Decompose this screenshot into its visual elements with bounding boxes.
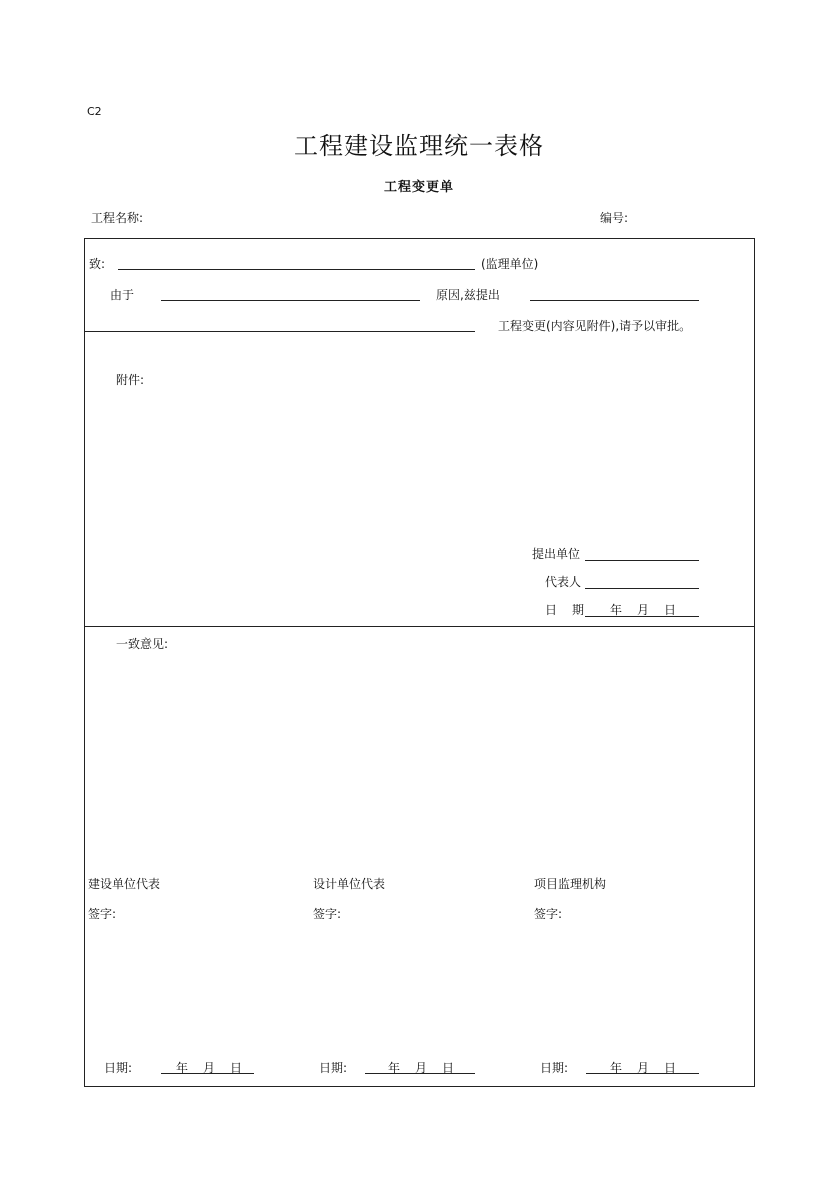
number-label: 编号: (600, 211, 629, 225)
designer-rep-date-label: 日期: (319, 1061, 348, 1075)
change-line-1[interactable] (530, 300, 699, 301)
supervisor-date-month: 月 (637, 1061, 650, 1075)
supervisor-date-year: 年 (610, 1061, 623, 1075)
reason-line[interactable] (161, 300, 420, 301)
supervisor-date-label: 日期: (540, 1061, 569, 1075)
submitting-unit-label: 提出单位 (532, 547, 581, 561)
representative-label: 代表人 (545, 575, 582, 589)
submitting-unit-line[interactable] (585, 560, 699, 561)
request-date-day: 日 (664, 603, 677, 617)
owner-rep-date-label: 日期: (104, 1061, 133, 1075)
form-code: C2 (87, 105, 102, 118)
form-subtitle: 工程变更单 (383, 180, 454, 195)
designer-rep-sign-label: 签字: (313, 907, 342, 921)
due-to-label: 由于 (110, 288, 135, 302)
change-request-text: 工程变更(内容见附件),请予以审批。 (498, 319, 692, 333)
supervisor-sign-label: 签字: (534, 907, 563, 921)
page-title: 工程建设监理统一表格 (294, 132, 544, 160)
owner-rep-sign-label: 签字: (88, 907, 117, 921)
representative-line[interactable] (585, 588, 699, 589)
supervisor-title: 项目监理机构 (534, 877, 607, 891)
owner-rep-title: 建设单位代表 (88, 877, 161, 891)
request-date-month: 月 (637, 603, 650, 617)
to-unit-line[interactable] (118, 269, 475, 270)
supervisor-date-day: 日 (664, 1061, 677, 1075)
request-date-year: 年 (610, 603, 623, 617)
designer-rep-date-day: 日 (442, 1061, 455, 1075)
form-frame (84, 238, 755, 1087)
project-name-label: 工程名称: (91, 211, 144, 225)
designer-rep-date-year: 年 (388, 1061, 401, 1075)
to-unit-suffix: (监理单位) (481, 257, 539, 271)
designer-rep-date-month: 月 (415, 1061, 428, 1075)
change-line-2[interactable] (85, 331, 475, 332)
date-label-suffix: 期 (572, 603, 585, 617)
reason-label: 原因,兹提出 (436, 288, 500, 302)
section-divider (84, 626, 755, 627)
date-label-prefix: 日 (545, 603, 558, 617)
to-label: 致: (89, 257, 106, 271)
opinion-label: 一致意见: (116, 637, 169, 651)
owner-rep-date-month: 月 (203, 1061, 216, 1075)
owner-rep-date-year: 年 (176, 1061, 189, 1075)
owner-rep-date-day: 日 (230, 1061, 243, 1075)
designer-rep-title: 设计单位代表 (313, 877, 386, 891)
attachment-label: 附件: (116, 373, 145, 387)
